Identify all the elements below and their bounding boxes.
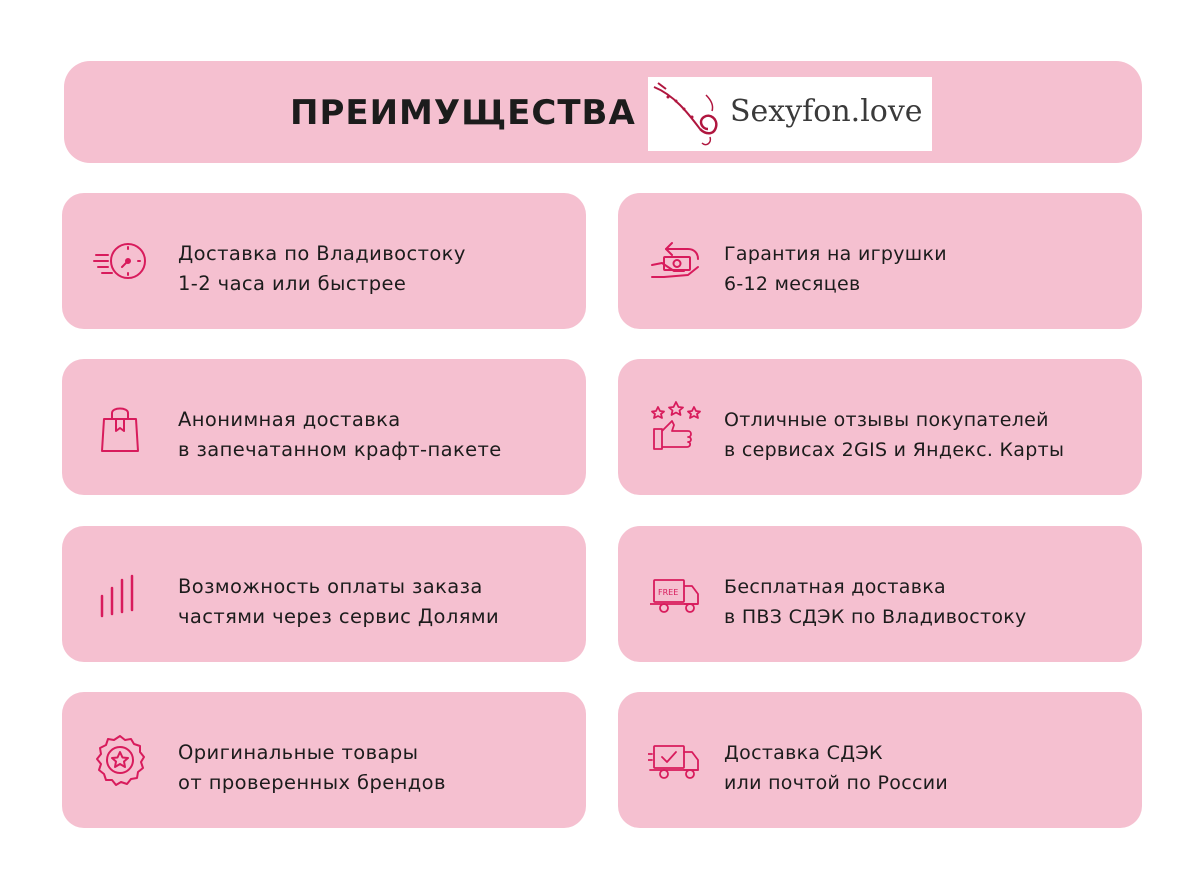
delivery-truck-check-icon: [648, 732, 704, 788]
advantage-title: Отличные отзывы покупателей: [724, 409, 1049, 431]
advantage-text: [178, 572, 499, 632]
advantage-text: [724, 405, 1064, 465]
advantage-card-reviews: [618, 359, 1142, 495]
advantage-card-original-goods: [62, 692, 586, 828]
free-delivery-truck-icon: [648, 566, 704, 622]
advantage-title: Оригинальные товары: [178, 741, 419, 764]
advantage-subtitle: от проверенных брендов: [178, 771, 446, 794]
brand-logo: [648, 77, 932, 151]
advantage-title: Доставка по Владивостоку: [178, 242, 466, 265]
shopping-bag-icon: [92, 399, 148, 455]
fast-delivery-clock-icon: [92, 233, 148, 289]
quality-badge-star-icon: [92, 732, 148, 788]
advantage-card-anonymous-delivery: [62, 359, 586, 495]
advantage-subtitle: в сервисах 2GIS и Яндекс. Карты: [724, 439, 1065, 461]
page-title: ПРЕИМУЩЕСТВА: [290, 93, 636, 133]
advantage-card-guarantee: [618, 193, 1142, 329]
advantage-card-free-delivery: [618, 526, 1142, 662]
advantage-text: [724, 572, 1027, 632]
advantage-title: Гарантия на игрушки: [724, 243, 947, 265]
header-banner: [64, 61, 1142, 163]
advantage-text: [178, 405, 502, 465]
advantage-card-installments: [62, 526, 586, 662]
advantage-subtitle: в ПВЗ СДЭК по Владивостоку: [724, 606, 1027, 628]
advantage-subtitle: частями через сервис Долями: [178, 605, 500, 628]
advantage-text: [724, 738, 948, 798]
advantage-card-russia-delivery: [618, 692, 1142, 828]
logo-text: Sexyfon.love: [730, 94, 923, 129]
advantage-title: Доставка СДЭК: [724, 742, 883, 764]
advantage-title: Анонимная доставка: [178, 408, 401, 431]
installment-bars-icon: [92, 566, 148, 622]
thumbs-up-stars-icon: [648, 399, 704, 455]
advantage-subtitle: или почтой по России: [724, 772, 948, 794]
saxophone-logo-icon: [648, 77, 728, 151]
advantage-title: Бесплатная доставка: [724, 576, 946, 598]
advantage-text: [724, 239, 947, 299]
advantage-subtitle: 1-2 часа или быстрее: [178, 272, 407, 295]
free-label: FREE: [658, 588, 679, 597]
advantage-card-delivery-vladivostok: [62, 193, 586, 329]
advantage-text: [178, 239, 466, 299]
money-return-guarantee-icon: [648, 233, 704, 289]
advantage-title: Возможность оплаты заказа: [178, 575, 483, 598]
advantage-subtitle: в запечатанном крафт-пакете: [178, 438, 502, 461]
advantage-subtitle: 6-12 месяцев: [724, 273, 861, 295]
advantage-text: [178, 738, 446, 798]
